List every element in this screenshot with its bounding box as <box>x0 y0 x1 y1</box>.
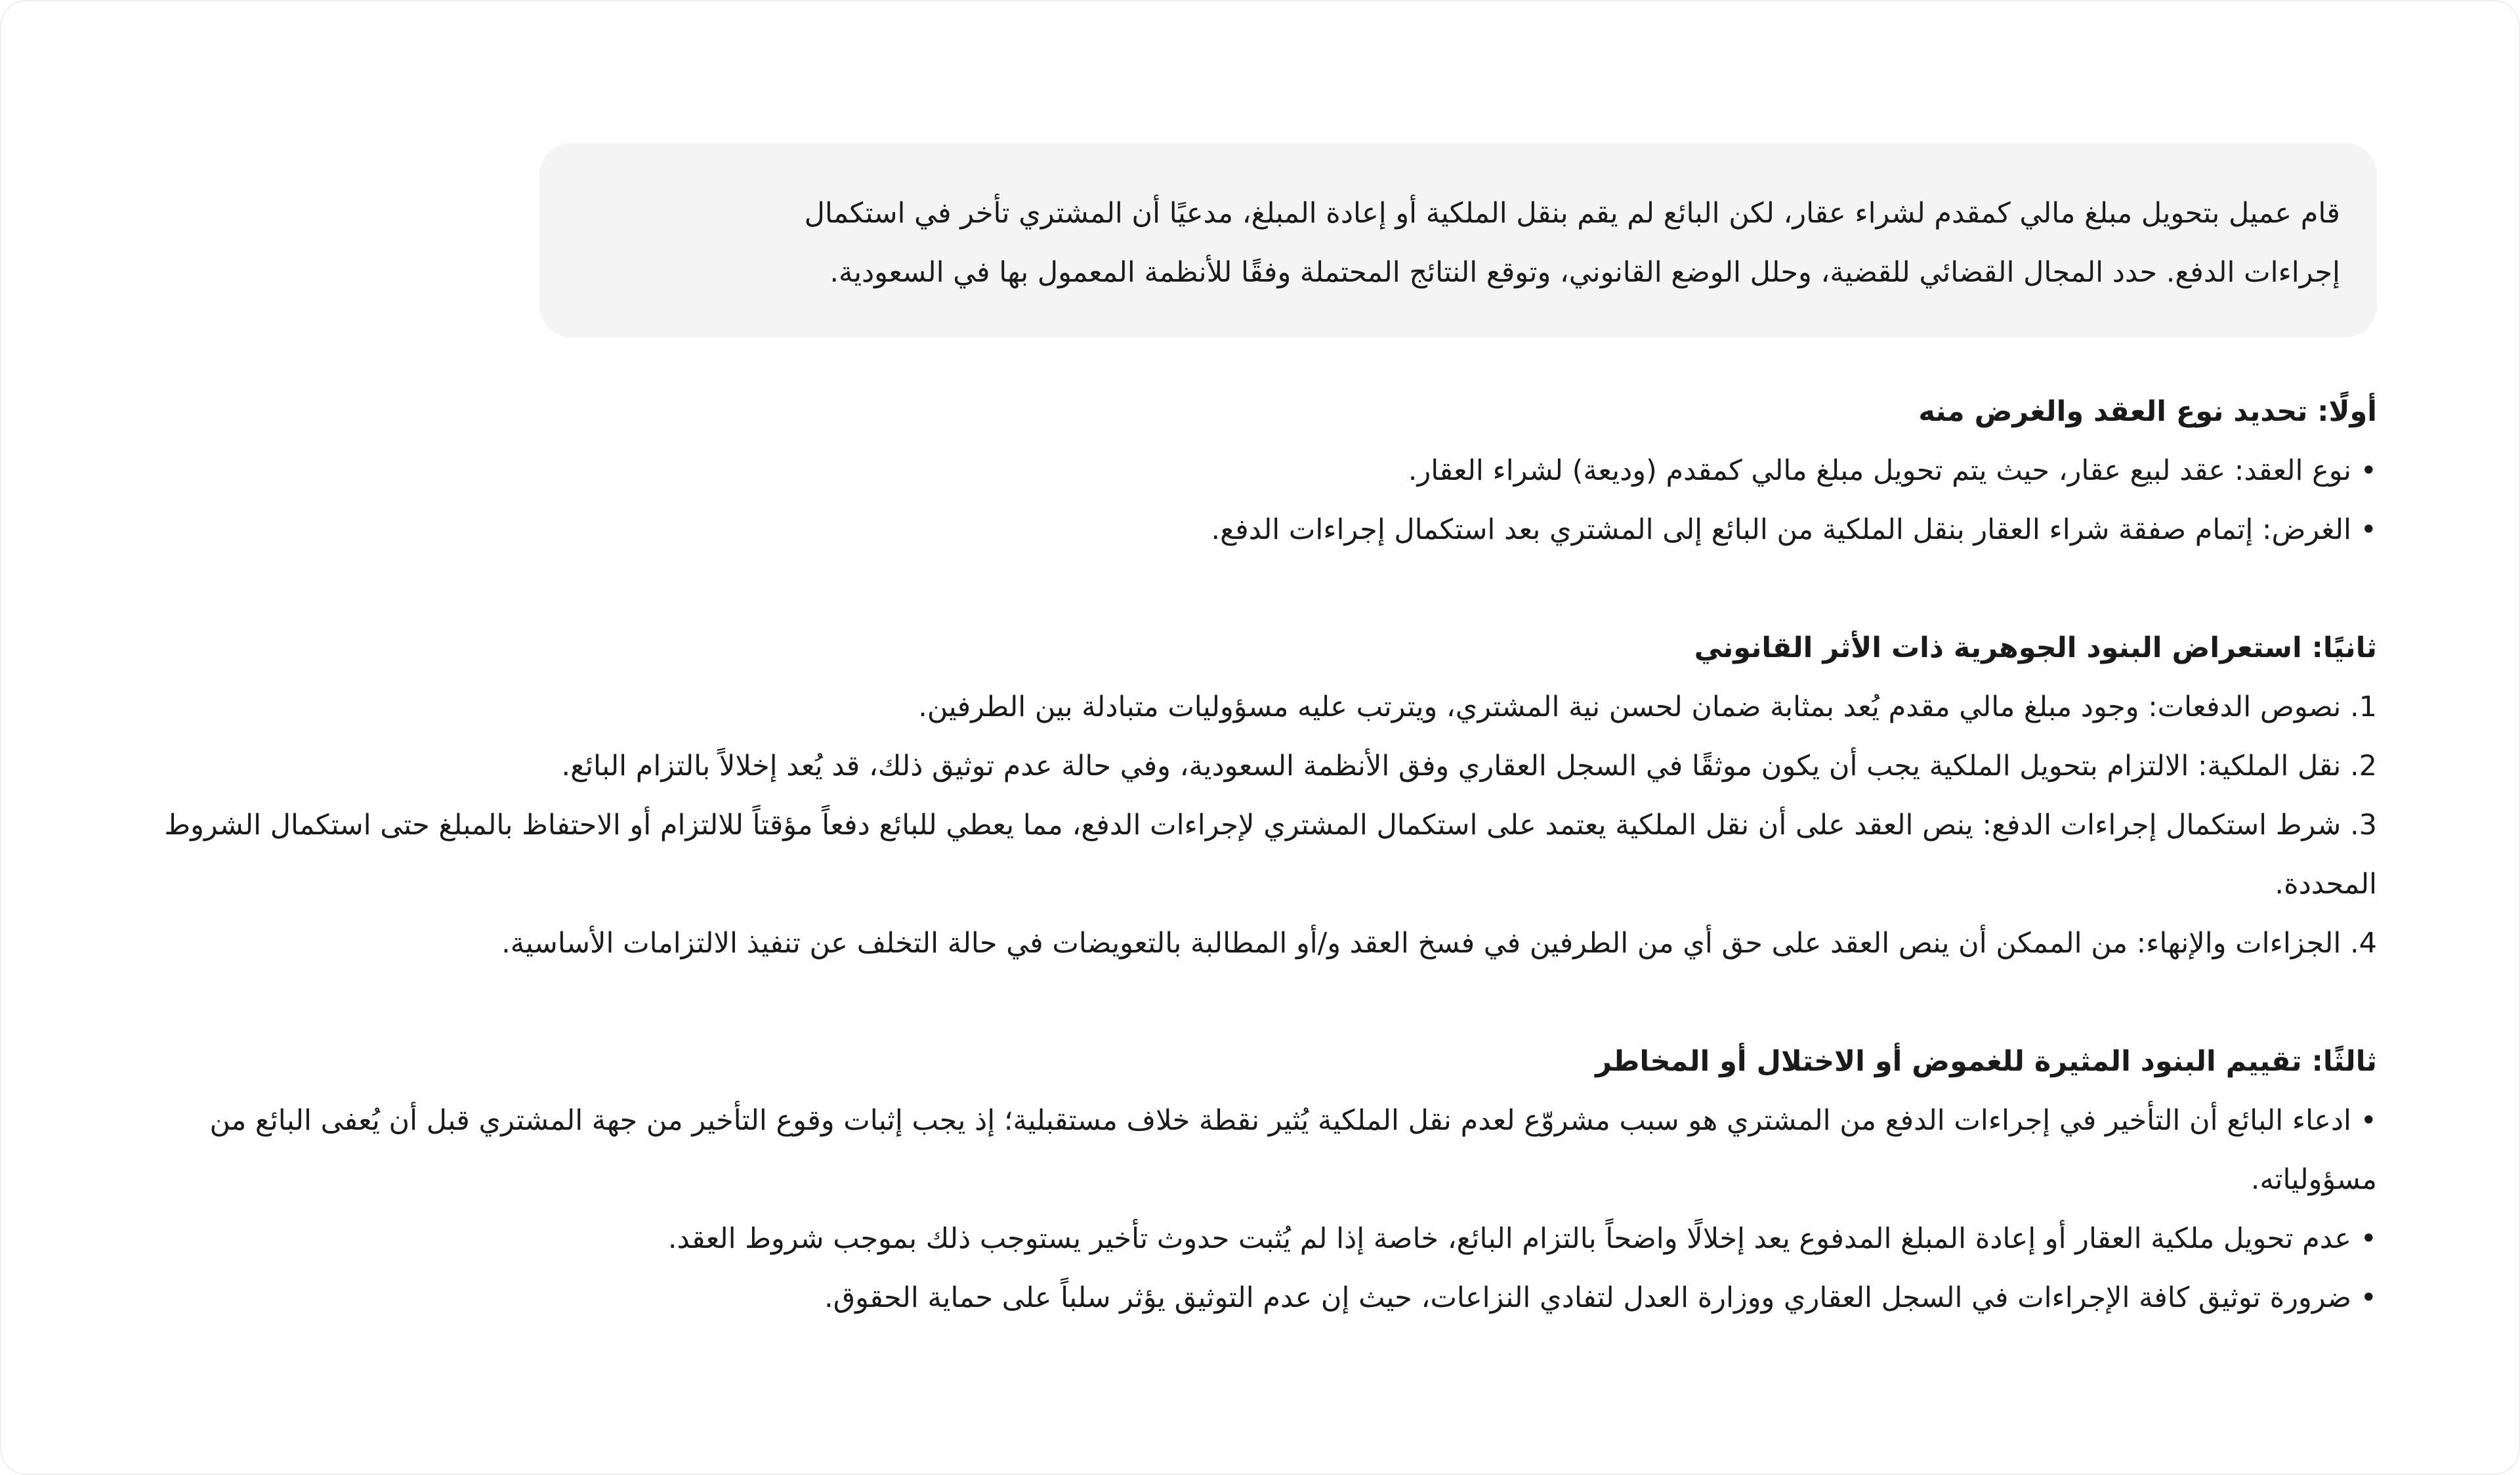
section-contract-type <box>143 382 2377 559</box>
section-heading: أولًا: تحديد نوع العقد والغرض منه <box>1918 395 2377 428</box>
list-item: • عدم تحويل ملكية العقار أو إعادة المبلغ المدفوع يعد إخلالًا واضحاً بالتزام البائع، خاصة إذا لم يُثبت حدوث تأخير يستوجب ذلك بموجب شروط العقد. <box>667 1222 2377 1255</box>
section-heading: ثالثًا: تقييم البنود المثيرة للغموض أو الاختلال أو المخاطر <box>1595 1045 2377 1078</box>
assistant-response <box>143 382 2377 1327</box>
section-heading: ثانيًا: استعراض البنود الجوهرية ذات الأثر القانوني <box>1694 631 2377 664</box>
list-item: 2. نقل الملكية: الالتزام بتحويل الملكية يجب أن يكون موثقًا في السجل العقاري وفق الأنظمة السعودية، وفي حالة عدم توثيق ذلك، قد يُعد إخلالاً بالتزام البائع. <box>561 750 2377 782</box>
list-item: 4. الجزاءات والإنهاء: من الممكن أن ينص العقد على حق أي من الطرفين في فسخ العقد و/أو المطالبة بالتعويضات في حالة التخلف عن تنفيذ الالتزامات الأساسية. <box>501 927 2377 960</box>
list-item: • ادعاء البائع أن التأخير في إجراءات الدفع من المشتري هو سبب مشروّع لعدم نقل الملكية يُثير نقطة خلاف مستقبلية؛ إذ يجب إثبات وقوع التأخير من جهة المشتري قبل أن يُعفى البائع من مسؤولياته. <box>209 1104 2377 1196</box>
user-message-bubble <box>539 143 2377 337</box>
list-item: 3. شرط استكمال إجراءات الدفع: ينص العقد على أن نقل الملكية يعتمد على استكمال المشتري لإجراءات الدفع، مما يعطي للبائع دفعاً مؤقتاً للالتزام أو الاحتفاظ بالمبلغ حتى استكمال الشروط المحددة. <box>164 809 2377 901</box>
list-item: • ضرورة توثيق كافة الإجراءات في السجل العقاري ووزارة العدل لتفادي النزاعات، حيث إن عدم التوثيق يؤثر سلباً على حماية الحقوق. <box>824 1281 2377 1314</box>
section-risk-assessment <box>143 1032 2377 1327</box>
list-item: • الغرض: إتمام صفقة شراء العقار بنقل الملكية من البائع إلى المشتري بعد استكمال إجراءات الدفع. <box>1211 513 2377 546</box>
user-message-line-2: إجراءات الدفع. حدد المجال القضائي للقضية، وحلل الوضع القانوني، وتوقع النتائج المحتملة وفقًا للأنظمة المعمول بها في السعودية. <box>830 256 2340 289</box>
list-item: • نوع العقد: عقد لبيع عقار، حيث يتم تحويل مبلغ مالي كمقدم (وديعة) لشراء العقار. <box>1408 454 2377 487</box>
section-essential-clauses <box>143 618 2377 973</box>
list-item: 1. نصوص الدفعات: وجود مبلغ مالي مقدم يُعد بمثابة ضمان لحسن نية المشتري، ويترتب عليه مسؤوليات متبادلة بين الطرفين. <box>918 691 2377 723</box>
user-message-line-1: قام عميل بتحويل مبلغ مالي كمقدم لشراء عقار، لكن البائع لم يقم بنقل الملكية أو إعادة المبلغ، مدعيًا أن المشتري تأخر في استكمال <box>804 197 2340 230</box>
